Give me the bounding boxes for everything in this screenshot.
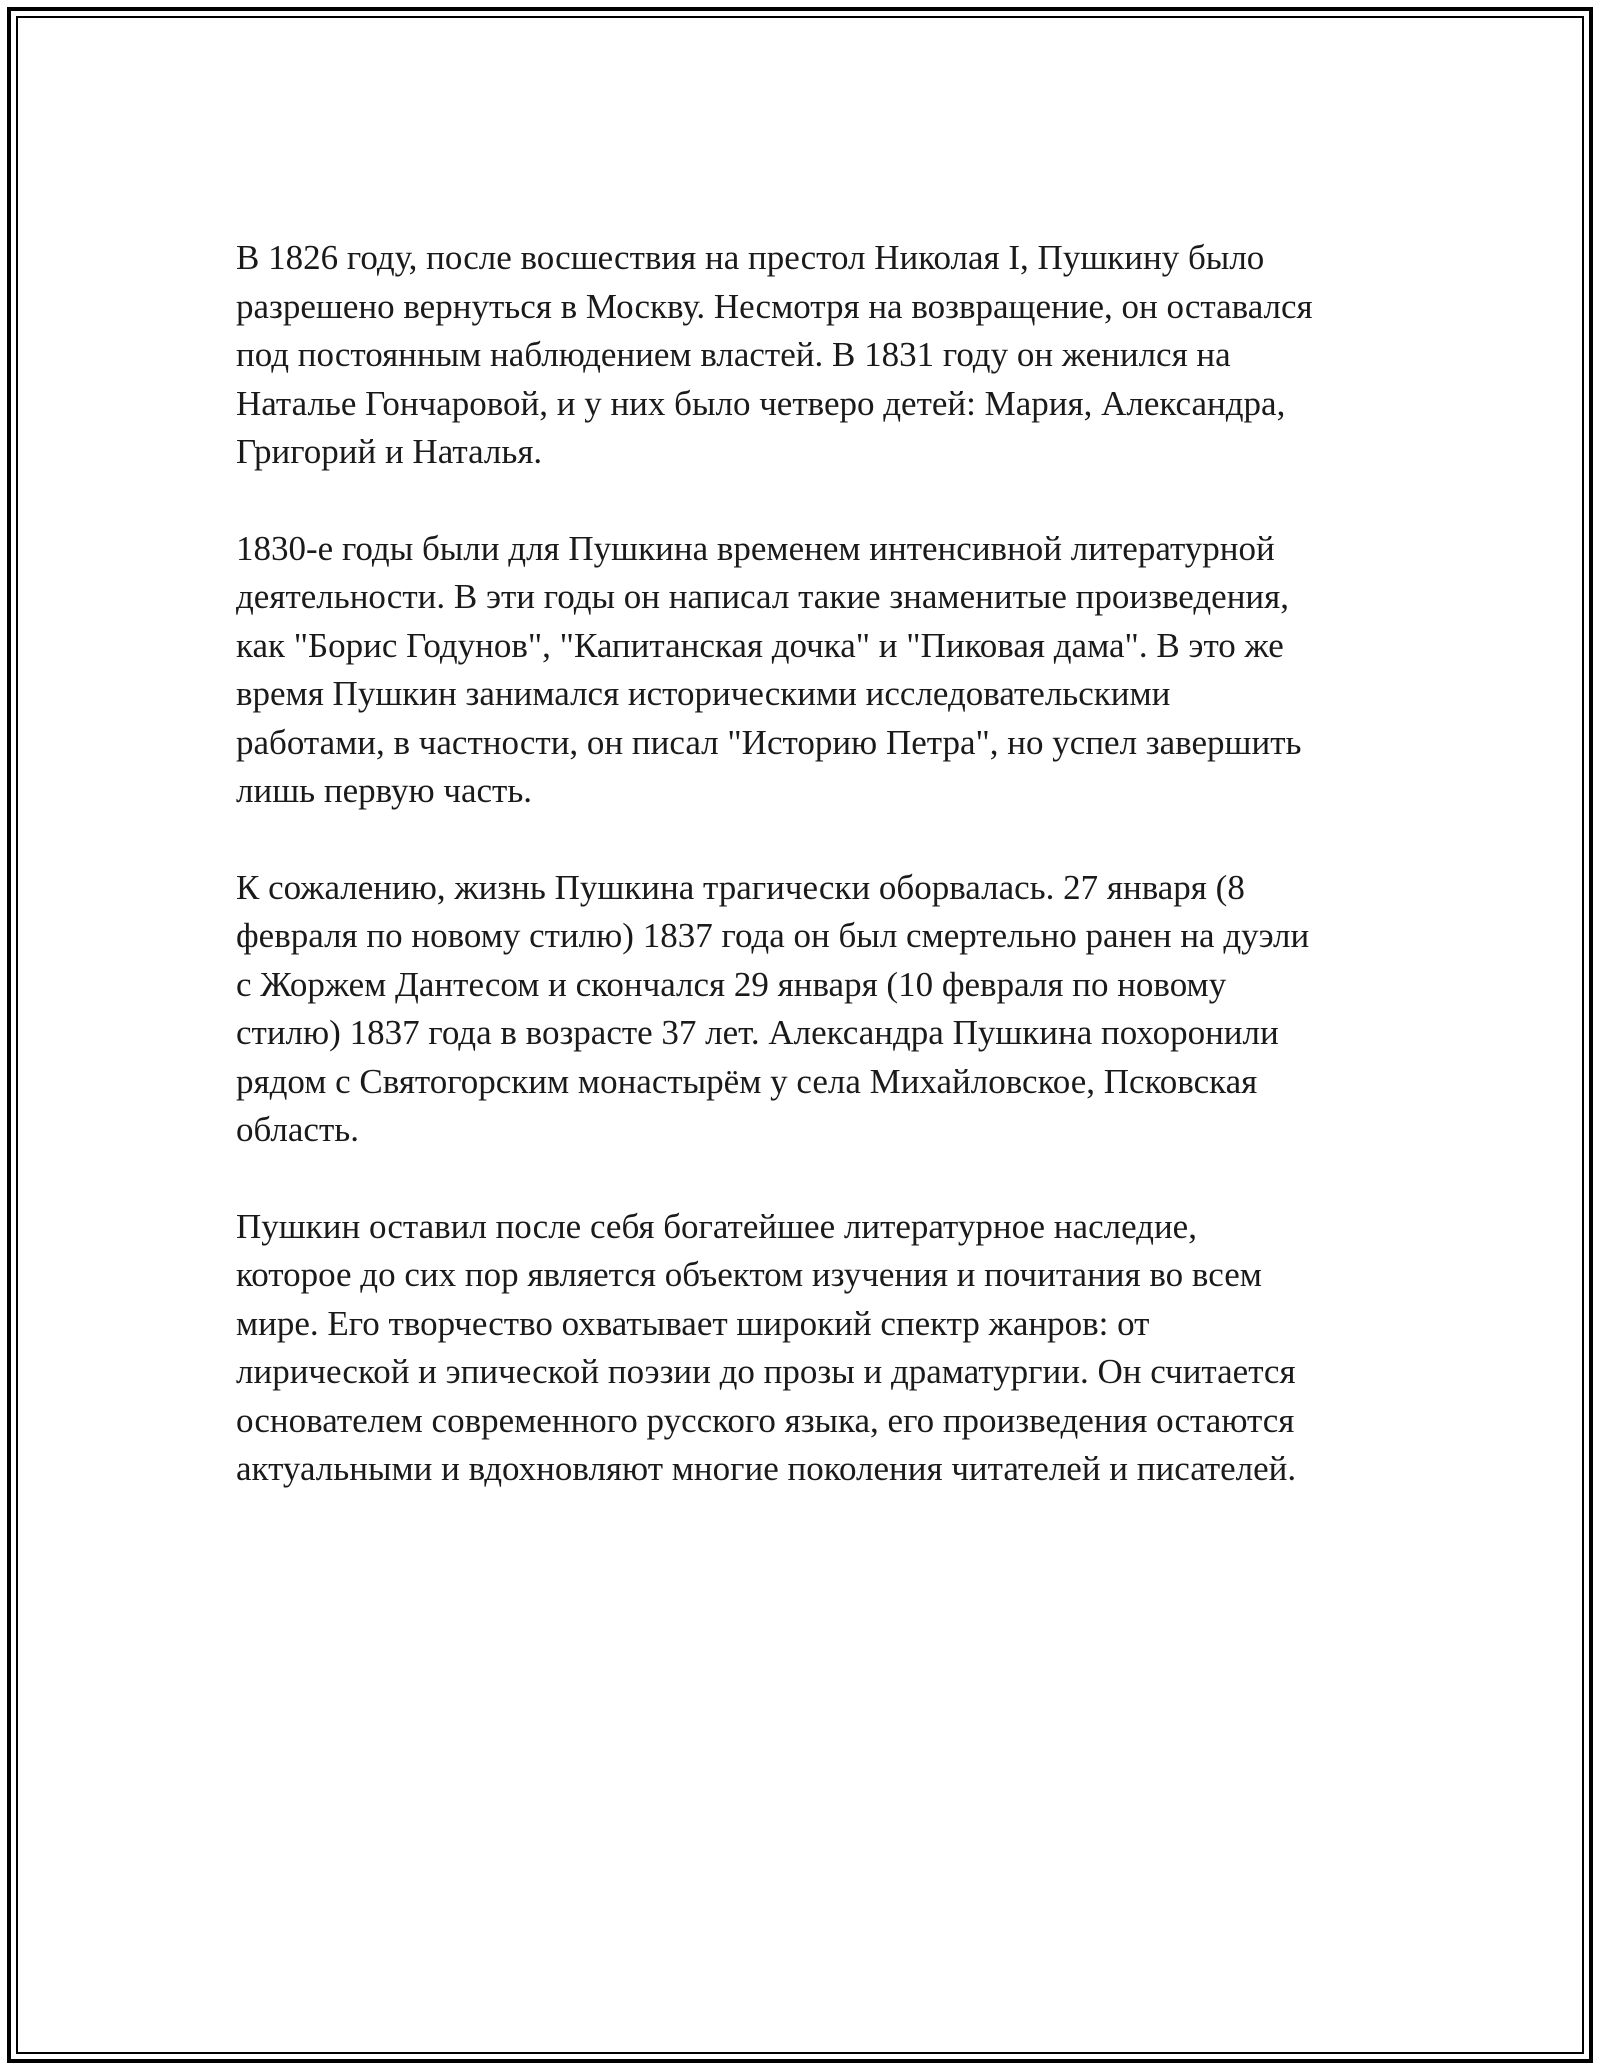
paragraph-3: К сожалению, жизнь Пушкина трагически оборвалась. 27 января (8 февраля по новому стилю) 1837 года он был смертельно ранен на дуэли с Жоржем Дантесом и скончался 29 января (10 февраля по новому стилю) 1837 года в возрасте 37 лет. Александра Пушкина похоронили рядом с Святогорским монастырём у села Михайловское, Псковская область. <box>236 867 1310 1149</box>
paragraph-4: Пушкин оставил после себя богатейшее литературное наследие, которое до сих пор является объектом изучения и почитания во всем мире. Его творчество охватывает широкий спектр жанров: от лирической и эпической поэзии до прозы и драматургии. Он считается основателем современного русского языка, его произведения остаются актуальными и вдохновляют многие поколения читателей и писателей. <box>236 1206 1297 1488</box>
paragraph-1: В 1826 году, после восшествия на престол Николая I, Пушкину было разрешено вернуться в Москву. Несмотря на возвращение, он оставался под постоянным наблюдением властей. В 1831 году он женился на Наталье Гончаровой, и у них было четверо детей: Мария, Александра, Григорий и Наталья. <box>236 238 1313 471</box>
document-body <box>236 234 1386 1542</box>
paragraph-2: 1830-е годы были для Пушкина временем интенсивной литературной деятельности. В эти годы он написал такие знаменитые произведения, как "Борис Годунов", "Капитанская дочка" и "Пиковая дама". В это же время Пушкин занимался историческими исследовательскими работами, в частности, он писал "Историю Петра", но успел завершить лишь первую часть. <box>236 528 1302 810</box>
